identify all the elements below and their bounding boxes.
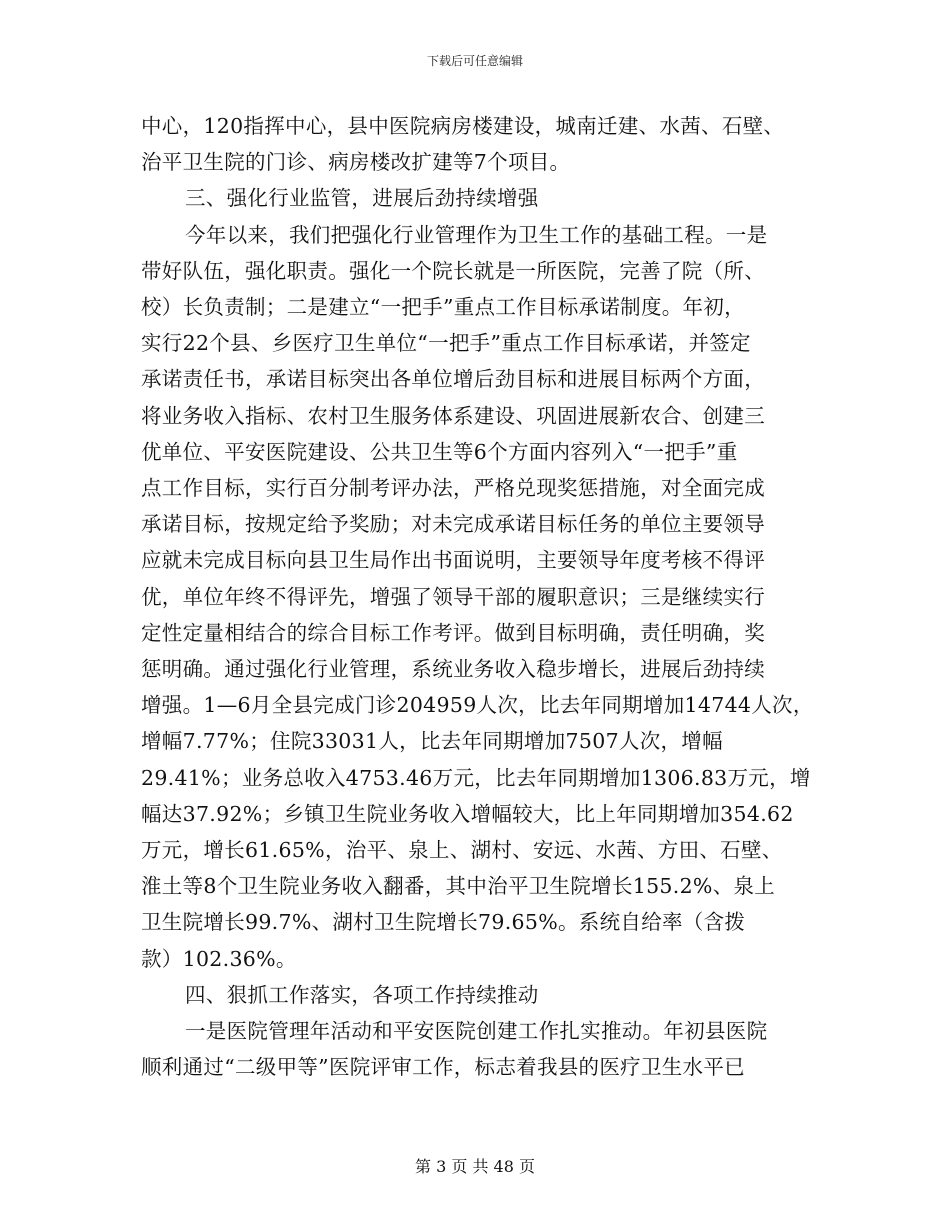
text-line: 一是医院管理年活动和平安医院创建工作扎实推动。年初县医院 — [185, 1019, 768, 1044]
text-line: 29.41%；业务总收入4753.46万元，比去年同期增加1306.83万元，增 — [141, 765, 811, 790]
text-line: 承诺目标，按规定给予奖励；对未完成承诺目标任务的单位主要领导 — [141, 512, 765, 537]
text-line: 增强。1—6月全县完成门诊204959人次，比去年同期增加14744人次， — [141, 693, 814, 718]
text-line: 定性定量相结合的综合目标工作考评。做到目标明确，责任明确，奖 — [141, 620, 765, 645]
text-line: 淮土等8个卫生院业务收入翻番，其中治平卫生院增长155.2%、泉上 — [141, 874, 776, 899]
text-line: 承诺责任书，承诺目标突出各单位增后劲目标和进展目标两个方面， — [141, 367, 765, 392]
text-line: 治平卫生院的门诊、病房楼改扩建等7个项目。 — [141, 150, 571, 175]
text-line: 中心，120指挥中心，县中医院病房楼建设，城南迁建、水茜、石壁、 — [141, 114, 785, 138]
text-line: 惩明确。通过强化行业管理，系统业务收入稳步增长，进展后劲持续 — [141, 657, 765, 682]
text-line: 幅达37.92%；乡镇卫生院业务收入增幅较大，比上年同期增加354.62 — [141, 801, 794, 826]
text-line: 顺利通过“二级甲等”医院评审工作，标志着我县的医疗卫生水平已 — [141, 1055, 745, 1080]
text-line: 点工作目标，实行百分制考评办法，严格兑现奖惩措施，对全面完成 — [141, 476, 765, 501]
page-footer: 第 3 页 共 48 页 — [415, 1157, 535, 1176]
text-line: 万元，增长61.65%，治平、泉上、湖村、安远、水茜、方田、石壁、 — [141, 838, 783, 863]
text-line: 增幅7.77%；住院33031人，比去年同期增加7507人次，增幅 — [141, 729, 723, 754]
text-line: 款）102.36%。 — [141, 946, 297, 971]
text-line: 优单位、平安医院建设、公共卫生等6个方面内容列入“一把手”重 — [141, 439, 738, 464]
text-line: 今年以来，我们把强化行业管理作为卫生工作的基础工程。一是 — [185, 222, 768, 247]
text-line: 将业务收入指标、农村卫生服务体系建设、巩固进展新农合、创建三 — [141, 403, 765, 428]
text-line: 实行22个县、乡医疗卫生单位“一把手”重点工作目标承诺，并签定 — [141, 331, 751, 356]
document-body — [141, 108, 821, 1085]
text-line: 优，单位年终不得评先，增强了领导干部的履职意识；三是继续实行 — [141, 584, 765, 609]
text-line: 四、狠抓工作落实，各项工作持续推动 — [185, 982, 539, 1007]
text-line: 卫生院增长99.7%、湖村卫生院增长79.65%。系统自给率（含拨 — [141, 910, 746, 935]
text-line: 校）长负责制；二是建立“一把手”重点工作目标承诺制度。年初， — [141, 295, 745, 320]
text-line: 三、强化行业监管，进展后劲持续增强 — [185, 186, 539, 211]
page-header: 下载后可任意编辑 — [426, 54, 523, 68]
text-line: 带好队伍，强化职责。强化一个院长就是一所医院，完善了院（所、 — [141, 258, 765, 283]
text-line: 应就未完成目标向县卫生局作出书面说明，主要领导年度考核不得评 — [141, 548, 765, 573]
